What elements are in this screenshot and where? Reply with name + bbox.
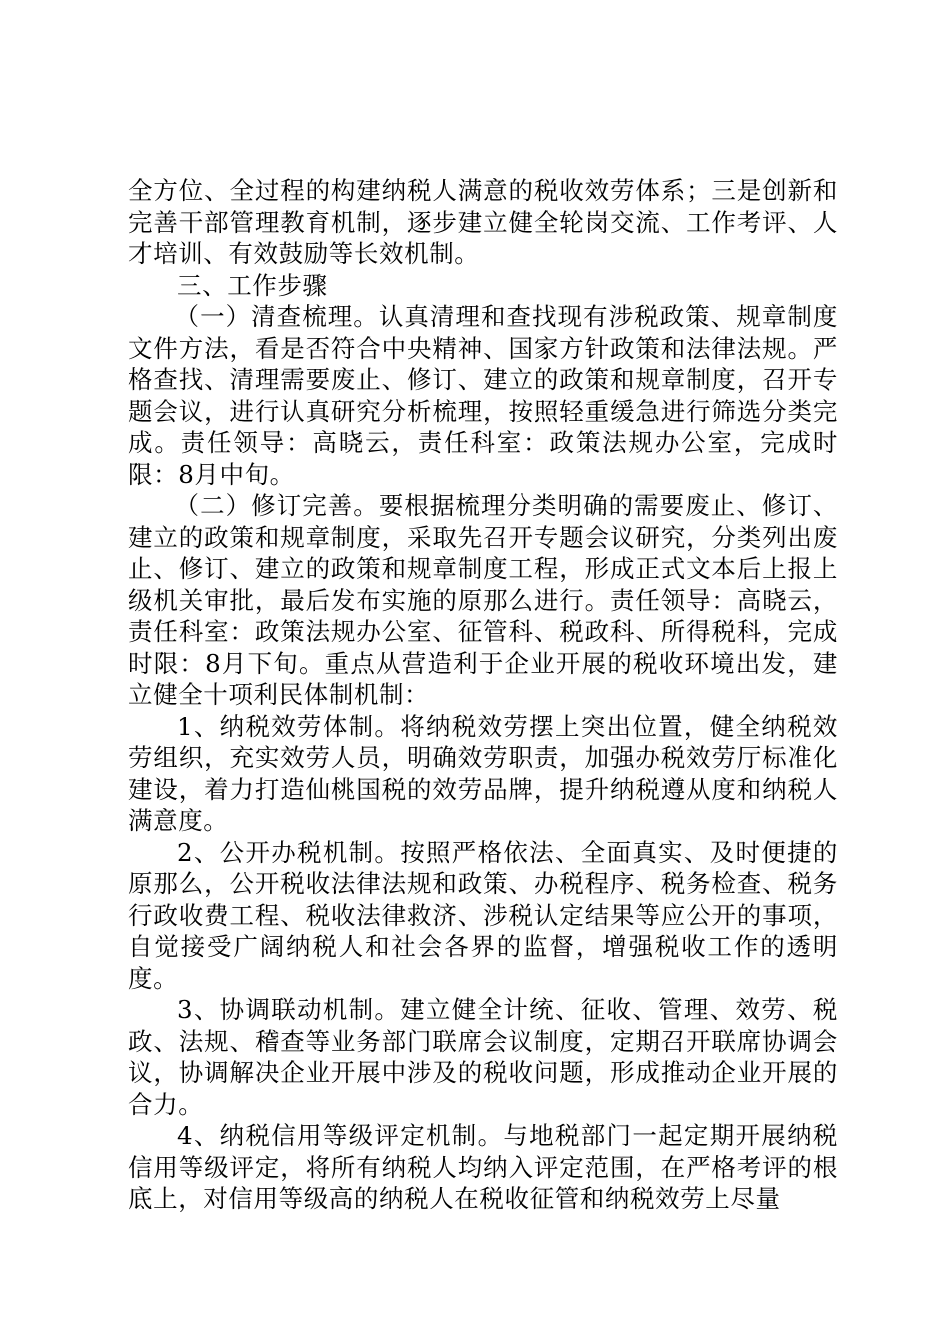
paragraph-item-1-tax-service: 1、纳税效劳体制。将纳税效劳摆上突出位置，健全纳税效劳组织，充实效劳人员，明确效劳职责，加强办税效劳厅标准化建设，着力打造仙桃国税的效劳品牌，提升纳税遵从度和纳税人满意度。 <box>128 711 838 835</box>
paragraph-item-3-coordination: 3、协调联动机制。建立健全计统、征收、管理、效劳、税政、法规、稽查等业务部门联席会议制度，定期召开联席协调会议，协调解决企业开展中涉及的税收问题，形成推动企业开展的合力。 <box>128 995 838 1119</box>
document-body <box>128 175 838 1215</box>
paragraph-step-2-revise: （二）修订完善。要根据梳理分类明确的需要废止、修订、建立的政策和规章制度，采取先召开专题会议研究，分类列出废止、修订、建立的政策和规章制度工程，形成正式文本后上报上级机关审批，最后发布实施的原那么进行。责任领导：高晓云，责任科室：政策法规办公室、征管科、税政科、所得税科，完成时限：8月下旬。重点从营造利于企业开展的税收环境出发，建立健全十项利民体制机制： <box>128 491 838 709</box>
paragraph-step-1-review: （一）清查梳理。认真清理和查找现有涉税政策、规章制度文件方法，看是否符合中央精神、国家方针政策和法律法规。严格查找、清理需要废止、修订、建立的政策和规章制度，召开专题会议，进行认真研究分析梳理，按照轻重缓急进行筛选分类完成。责任领导：高晓云，责任科室：政策法规办公室，完成时限：8月中旬。 <box>128 302 838 489</box>
paragraph-item-4-credit-rating: 4、纳税信用等级评定机制。与地税部门一起定期开展纳税信用等级评定，将所有纳税人均纳入评定范围，在严格考评的根底上，对信用等级高的纳税人在税收征管和纳税效劳上尽量 <box>128 1121 838 1213</box>
paragraph-continuation: 全方位、全过程的构建纳税人满意的税收效劳体系；三是创新和完善干部管理教育机制，逐步建立健全轮岗交流、工作考评、人才培训、有效鼓励等长效机制。 <box>128 176 838 268</box>
section-heading-work-steps: 三、工作步骤 <box>177 270 328 300</box>
paragraph-item-2-open-tax: 2、公开办税机制。按照严格依法、全面真实、及时便捷的原那么，公开税收法律法规和政策、办税程序、税务检查、税务行政收费工程、税收法律救济、涉税认定结果等应公开的事项，自觉接受广阔纳税人和社会各界的监督，增强税收工作的透明度。 <box>128 837 838 993</box>
